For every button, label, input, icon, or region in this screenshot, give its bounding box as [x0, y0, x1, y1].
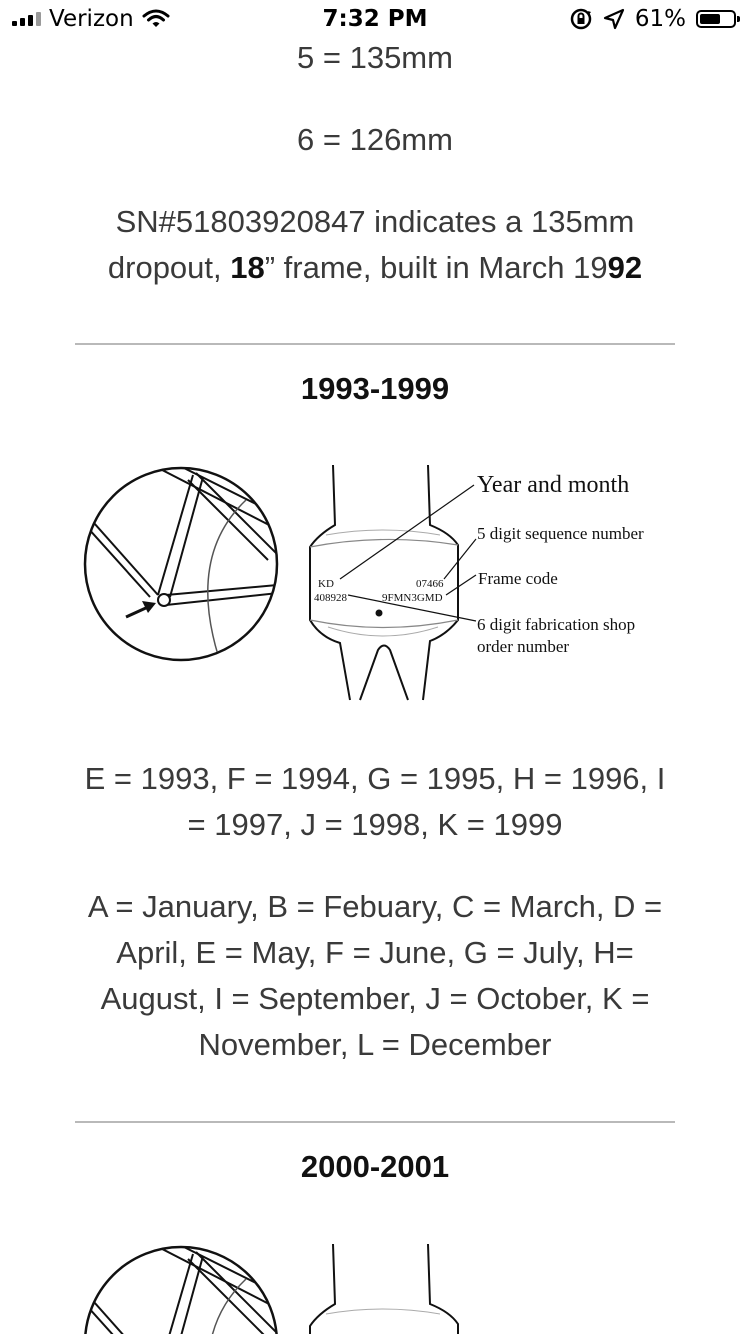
stamp-kd: KD: [318, 578, 334, 590]
label-year-month: Year and month: [477, 472, 630, 498]
section-title-1993-1999: 1993-1999: [300, 371, 450, 406]
section-title-2000-2001: 2000-2001: [300, 1149, 450, 1184]
status-bar: [0, 0, 750, 40]
battery-icon: [696, 10, 736, 28]
serial-example-year: 92: [607, 250, 643, 285]
label-shop-order-1: 6 digit fabrication shop: [477, 615, 636, 634]
location-arrow-icon: [603, 8, 625, 30]
serial-example-middle: ” frame, built in March 19: [264, 250, 608, 285]
rotation-lock-icon: [569, 7, 593, 31]
section-divider: [75, 343, 675, 345]
status-right: [569, 6, 736, 32]
serial-location-diagram-2000: [78, 1234, 678, 1334]
serial-location-diagram: [78, 455, 678, 705]
dropout-code-6: 6 = 126mm: [297, 122, 453, 157]
label-sequence-number: 5 digit sequence number: [477, 524, 644, 543]
label-shop-order-2: order number: [477, 637, 570, 656]
clock: 7:32 PM: [322, 6, 428, 32]
label-frame-code: Frame code: [478, 569, 558, 588]
month-codes: A = January, B = Febuary, C = March, D = April, E = May, F = June, G = July, H= August, I = September, J = October, K = November, L = December: [87, 889, 663, 1062]
serial-example: [75, 199, 675, 291]
stamp-07466: 07466: [416, 578, 444, 590]
dropout-code-5: 5 = 135mm: [297, 40, 453, 75]
year-codes: E = 1993, F = 1994, G = 1995, H = 1996, I = 1997, J = 1998, K = 1999: [84, 761, 666, 842]
stamp-408928: 408928: [314, 592, 347, 604]
stamp-frame-code: 9FMN3GMD: [382, 592, 443, 604]
carrier-name: Verizon: [49, 6, 134, 32]
battery-percent: 61%: [634, 6, 686, 32]
serial-example-size: 18: [230, 250, 265, 285]
battery-fill: [700, 14, 720, 24]
bike-frame-inset: [78, 455, 278, 660]
section-divider-2: [75, 1121, 675, 1123]
serial-example-prefix: SN#51803920847 indicates a 135mm dropout,: [107, 204, 635, 285]
